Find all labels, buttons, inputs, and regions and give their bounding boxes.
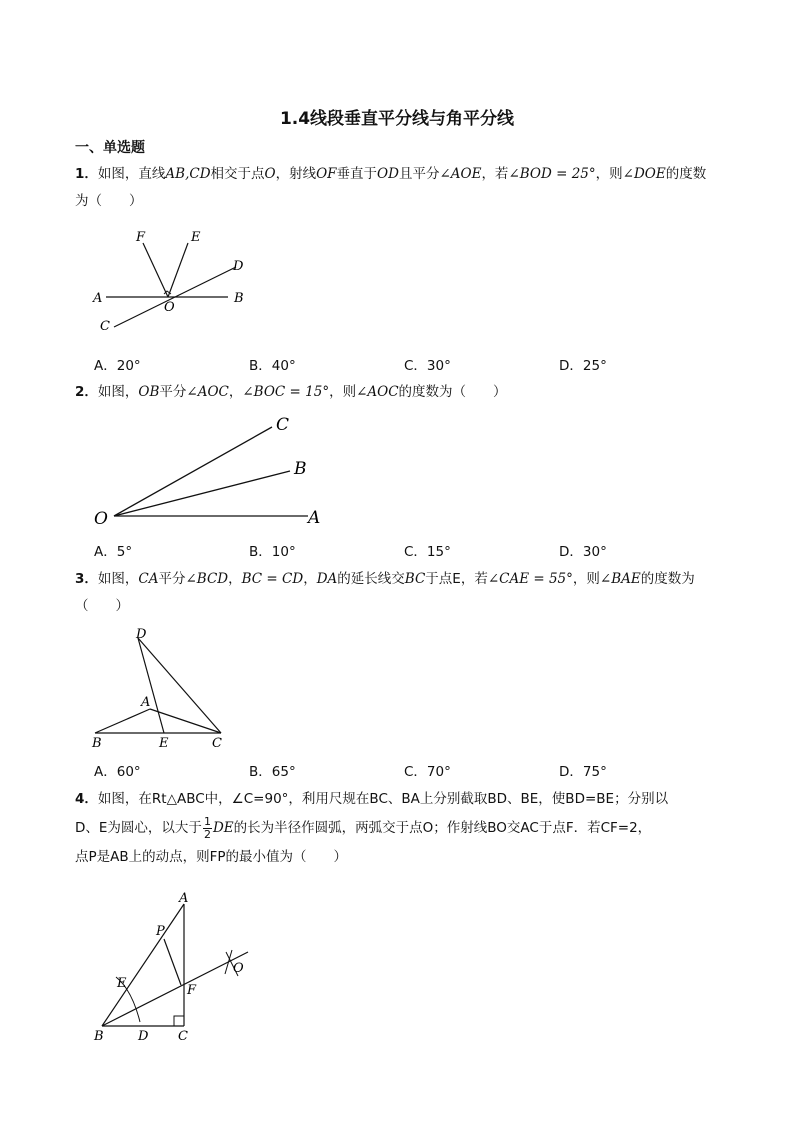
label-O: O [164,300,175,315]
math-expr: DE [212,820,234,836]
label-O: O [94,509,108,529]
option-c[interactable]: C．30° [404,358,451,374]
math-expr: ∠BOC = 15° [242,384,330,400]
question-text: 相交于点 [210,166,265,182]
math-expr: ∠AOC [186,384,229,400]
label-O: O [233,961,244,976]
math-expr: OB [138,384,160,400]
label-A: A [141,695,151,710]
question-text: ， [228,384,243,400]
option-c[interactable]: C．15° [404,544,451,560]
question-text: 如图，在Rt△ABC中，∠C=90°，利用尺规在BC、BA上分别截取BD、BE，使BD=BE；分别以 [97,791,669,807]
question-text: 如图，直线 [97,166,166,182]
option-c[interactable]: C．70° [404,764,451,780]
question-number: 4． [75,791,98,807]
math-expr: CA [138,571,159,587]
question-text: ， [228,571,242,587]
option-b[interactable]: B．65° [249,764,296,780]
label-E: E [159,736,169,751]
fraction-denominator: 2 [203,827,211,841]
label-D: D [136,627,147,642]
label-C: C [100,319,110,334]
math-expr: ∠BAE [599,571,641,587]
question-text: 垂直于 [336,166,378,182]
label-A: A [93,291,103,306]
question-text: ，若 [481,166,509,182]
question-text: 的延长线交 [337,571,405,587]
question-text: （ ） [75,598,129,614]
question-text: ，则 [572,571,600,587]
math-expr: OF [316,166,337,182]
math-expr: O [264,166,276,182]
math-expr: BC = CD [241,571,304,587]
label-B: B [92,736,102,751]
label-A: A [179,891,189,906]
question-text: 如图， [97,384,139,400]
question-text: ，则 [329,384,357,400]
question-text: 为（ ） [75,193,143,209]
option-b[interactable]: B．40° [249,358,296,374]
label-F: F [187,983,197,998]
question-1 [75,161,725,215]
fraction [203,816,212,841]
label-B: B [94,1029,104,1044]
section-heading: 一、单选题 [75,140,145,156]
figure-q3 [88,626,238,752]
math-expr: OD [377,166,399,182]
math-expr: ∠BCD [185,571,229,587]
label-E: E [191,230,201,245]
math-expr: DA [316,571,338,587]
question-3 [75,566,725,620]
label-B: B [294,459,307,479]
question-text: 如图， [97,571,139,587]
page-title: 1.4线段垂直平分线与角平分线 [279,109,515,129]
option-a[interactable]: A．60° [94,764,141,780]
question-number: 3． [75,571,98,587]
question-text: 且平分 [398,166,440,182]
option-d[interactable]: D．30° [559,544,607,560]
question-number: 2． [75,384,98,400]
math-expr: ∠CAE = 55° [487,571,573,587]
label-C: C [276,415,290,435]
option-a[interactable]: A．20° [94,358,141,374]
label-D: D [138,1029,149,1044]
option-d[interactable]: D．25° [559,358,607,374]
math-expr: AB,CD [165,166,211,182]
label-F: F [136,230,146,245]
label-D: D [233,259,244,274]
label-C: C [178,1029,188,1044]
math-expr: ∠BOD = 25° [508,166,596,182]
label-E: E [117,976,127,991]
figure-q2 [92,412,332,532]
question-text: ， [303,571,317,587]
question-text: 平分 [159,384,187,400]
figure-q1 [88,225,258,335]
question-text: 的度数为 [640,571,695,587]
question-4 [75,785,735,872]
label-B: B [234,291,244,306]
math-expr: ∠AOC [356,384,399,400]
label-P: P [156,924,165,939]
math-expr: ∠DOE [622,166,666,182]
math-expr: ∠AOE [439,166,482,182]
question-text: ，则 [595,166,623,182]
question-text: 点P是AB上的动点，则FP的最小值为（ ） [75,849,348,865]
question-number: 1． [75,166,98,182]
question-text: 的度数为（ ） [398,384,507,400]
question-text: 的度数 [665,166,707,182]
question-text: 的长为半径作圆弧，两弧交于点O；作射线BO交AC于点F．若CF=2， [233,820,652,836]
question-text: ，射线 [275,166,317,182]
label-C: C [212,736,222,751]
label-A: A [308,508,321,528]
option-a[interactable]: A．5° [94,544,133,560]
figure-q4 [88,890,263,1050]
question-text: D、E为圆心，以大于 [75,820,202,836]
option-b[interactable]: B．10° [249,544,296,560]
question-text: 于点E，若 [425,571,488,587]
fraction-numerator: 1 [203,814,211,828]
question-2 [75,379,725,406]
math-expr: BC [404,571,426,587]
option-d[interactable]: D．75° [559,764,607,780]
question-text: 平分 [158,571,186,587]
